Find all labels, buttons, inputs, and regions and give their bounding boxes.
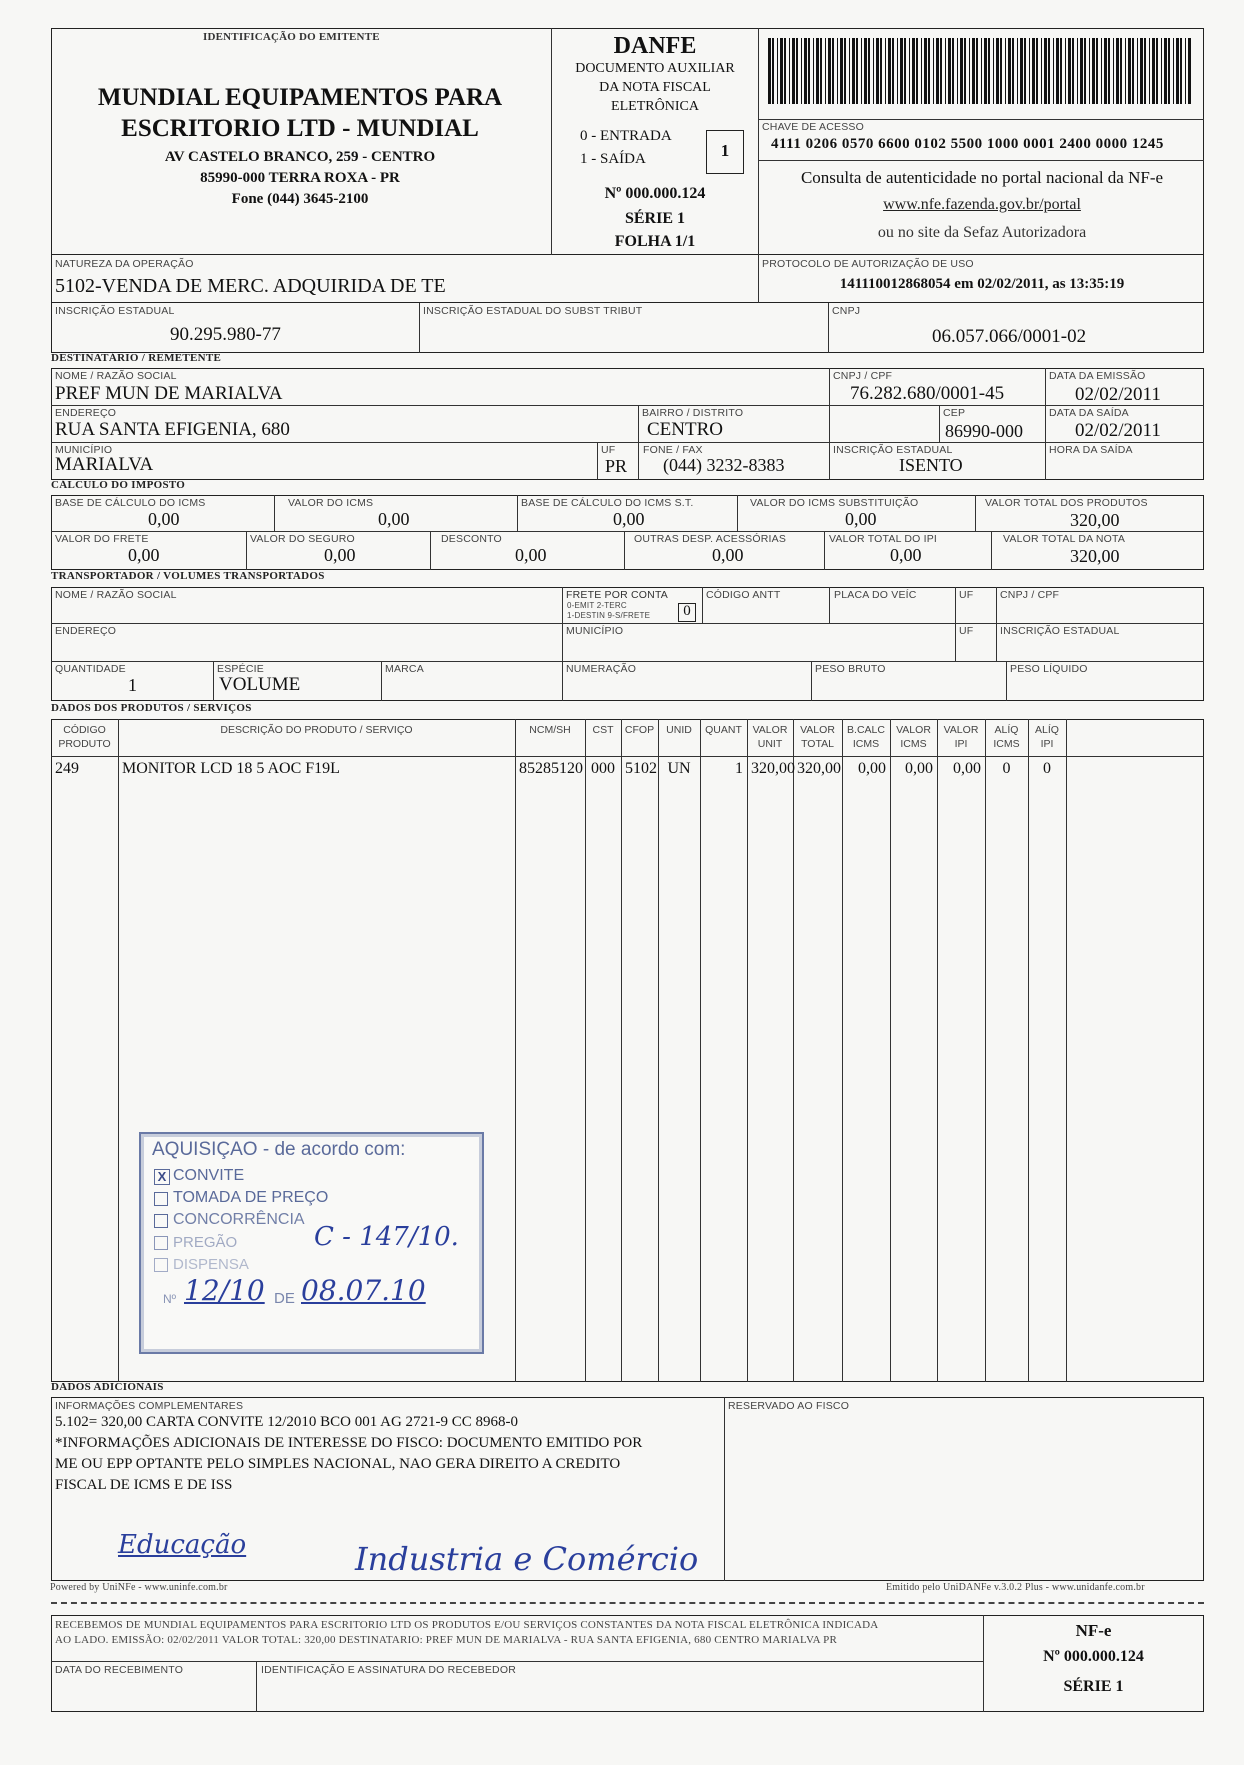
transp-nome-label: NOME / RAZÃO SOCIAL <box>55 589 177 601</box>
ie-value: 90.295.980-77 <box>170 324 281 345</box>
dest-nome: PREF MUN DE MARIALVA <box>55 383 283 404</box>
transp-uf-label: UF <box>959 589 974 601</box>
handwritten-number: 12/10 <box>184 1274 265 1307</box>
stamp-opt-concorrencia: CONCORRÊNCIA <box>173 1211 305 1228</box>
stamp-title: AQUISIÇAO - de acordo com: <box>152 1139 406 1160</box>
data-recebimento-label: DATA DO RECEBIMENTO <box>55 1664 184 1676</box>
info-line-1: 5.102= 320,00 CARTA CONVITE 12/2010 BCO 001 AG 2721-9 CC 8968-0 <box>55 1414 519 1430</box>
dest-emissao-label: DATA DA EMISSÃO <box>1049 370 1146 382</box>
powered-by: Powered by UniNFe - www.uninfe.com.br <box>50 1582 228 1593</box>
dest-fone-label: FONE / FAX <box>643 444 703 456</box>
danfe-saida: 1 - SAÍDA <box>580 151 646 167</box>
column-header: UNID <box>666 724 692 736</box>
dest-uf-label: UF <box>601 444 616 456</box>
v-nota: 320,00 <box>1070 546 1120 566</box>
info-line-3: ME OU EPP OPTANTE PELO SIMPLES NACIONAL, NAO GERA DIREITO A CREDITO <box>55 1456 621 1472</box>
table-cell: 1 <box>735 760 743 777</box>
bc-st-label: BASE DE CÁLCULO DO ICMS S.T. <box>521 497 694 509</box>
reservado-fisco-label: RESERVADO AO FISCO <box>728 1400 850 1412</box>
protocolo-label: PROTOCOLO DE AUTORIZAÇÃO DE USO <box>762 258 974 270</box>
protocolo-value: 141110012868054 em 02/02/2011, as 13:35:19 <box>839 276 1125 292</box>
qtd-label: QUANTIDADE <box>55 663 126 675</box>
danfe-serie: SÉRIE 1 <box>624 210 686 227</box>
emitente-address: AV CASTELO BRANCO, 259 - CENTRO <box>164 149 436 165</box>
danfe-title: DANFE <box>613 33 697 59</box>
desconto-label: DESCONTO <box>441 533 502 545</box>
emitente-name-2: ESCRITORIO LTD - MUNDIAL <box>121 115 479 142</box>
canhoto-text-2: AO LADO. EMISSÃO: 02/02/2011 VALOR TOTAL: 320,00 DESTINATARIO: PREF MUN DE MARIALVA - RUA SANTA EFIGENIA, 680 CENTRO MARIALVA PR <box>55 1634 838 1646</box>
column-header: CFOP <box>624 724 655 736</box>
frete-label: VALOR DO FRETE <box>55 533 149 545</box>
dest-hora-label: HORA DA SAÍDA <box>1049 444 1133 456</box>
destinatario-section-label: DESTINATÁRIO / REMETENTE <box>51 352 222 364</box>
danfe-folha: FOLHA 1/1 <box>614 233 696 250</box>
column-header: VALOR ICMS <box>896 724 931 750</box>
natureza-label: NATUREZA DA OPERAÇÃO <box>55 258 194 270</box>
table-cell: 0,00 <box>858 760 886 777</box>
dest-cnpj: 76.282.680/0001-45 <box>850 383 1005 404</box>
column-header: B.CALC ICMS <box>847 724 885 750</box>
v-prod: 320,00 <box>1070 510 1120 530</box>
dest-uf: PR <box>605 456 628 476</box>
emitente-phone: Fone (044) 3645-2100 <box>231 191 369 207</box>
dest-endereco: RUA SANTA EFIGENIA, 680 <box>55 419 290 440</box>
table-cell: MONITOR LCD 18 5 AOC F19L <box>122 760 340 777</box>
table-cell: 0,00 <box>953 760 981 777</box>
stamp-de: DE <box>274 1290 295 1307</box>
peso-bruto-label: PESO BRUTO <box>815 663 886 675</box>
table-cell: 0 <box>1043 760 1051 777</box>
ie-st-label: INSCRIÇÃO ESTADUAL DO SUBST TRIBUT <box>423 305 643 317</box>
antt-label: CÓDIGO ANTT <box>706 589 781 601</box>
produtos-section-label: DADOS DOS PRODUTOS / SERVIÇOS <box>51 702 252 714</box>
dest-cnpj-label: CNPJ / CPF <box>833 370 893 382</box>
table-cell: 320,00 <box>797 760 841 777</box>
consulta-line-3: ou no site da Sefaz Autorizadora <box>877 224 1087 241</box>
ipi: 0,00 <box>890 545 922 565</box>
v-st: 0,00 <box>845 509 877 529</box>
tomada-checkbox <box>154 1192 168 1206</box>
table-cell: 0,00 <box>905 760 933 777</box>
v-icms-label: VALOR DO ICMS <box>288 497 374 509</box>
marca-label: MARCA <box>385 663 424 675</box>
stamp-opt-tomada: TOMADA DE PREÇO <box>173 1189 329 1206</box>
pregao-checkbox <box>154 1236 168 1250</box>
transp-municipio-label: MUNICÍPIO <box>566 625 624 637</box>
dest-endereco-label: ENDEREÇO <box>55 407 117 419</box>
danfe-numero: Nº 000.000.124 <box>604 185 706 202</box>
dest-bairro: CENTRO <box>647 419 723 440</box>
desconto: 0,00 <box>515 545 547 565</box>
danfe-subtitle-2: DA NOTA FISCAL <box>599 80 711 95</box>
frete-opt-2: 1-DESTIN 9-S/FRETE <box>567 611 651 620</box>
v-nota-label: VALOR TOTAL DA NOTA <box>1003 533 1126 545</box>
frete-conta-label: FRETE POR CONTA <box>566 589 668 601</box>
bc-icms: 0,00 <box>148 509 180 529</box>
column-header: CÓDIGO PRODUTO <box>58 724 111 750</box>
dest-municipio-label: MUNICÍPIO <box>55 444 113 456</box>
column-header: VALOR IPI <box>943 724 979 750</box>
stamp-num-prefix: Nº <box>163 1292 177 1306</box>
danfe-entrada: 0 - ENTRADA <box>580 128 672 144</box>
seguro: 0,00 <box>324 545 356 565</box>
transporte-section-label: TRANSPORTADOR / VOLUMES TRANSPORTADOS <box>51 570 325 582</box>
column-header: QUANT <box>705 724 742 736</box>
table-cell: 320,00 <box>751 760 795 777</box>
v-st-label: VALOR DO ICMS SUBSTITUIÇÃO <box>750 497 919 509</box>
table-cell: 85285120 <box>519 760 583 777</box>
ie-label: INSCRIÇÃO ESTADUAL <box>55 305 175 317</box>
aquisicao-stamp <box>139 1132 484 1354</box>
canhoto-nfe: NF-e <box>1075 1621 1112 1640</box>
placa-label: PLACA DO VEÍC <box>834 589 917 601</box>
v-prod-label: VALOR TOTAL DOS PRODUTOS <box>985 497 1148 509</box>
qtd: 1 <box>128 675 137 695</box>
ipi-label: VALOR TOTAL DO IPI <box>829 533 938 545</box>
transp-ie-label: INSCRIÇÃO ESTADUAL <box>1000 625 1120 637</box>
consulta-line-1: Consulta de autenticidade no portal nacional da NF-e <box>800 168 1164 187</box>
transp-cnpj-label: CNPJ / CPF <box>1000 589 1060 601</box>
danfe-subtitle-1: DOCUMENTO AUXILIAR <box>575 61 735 76</box>
emitente-city: 85990-000 TERRA ROXA - PR <box>200 170 400 186</box>
info-line-4: FISCAL DE ICMS E DE ISS <box>55 1477 233 1493</box>
column-header: VALOR TOTAL <box>800 724 835 750</box>
table-cell: 249 <box>55 760 79 777</box>
emitido-por: Emitido pelo UniDANFe v.3.0.2 Plus - www.unidanfe.com.br <box>886 1582 1145 1593</box>
info-line-2: *INFORMAÇÕES ADICIONAIS DE INTERESSE DO FISCO: DOCUMENTO EMITIDO POR <box>55 1435 643 1451</box>
dest-saida: 02/02/2011 <box>1075 420 1161 441</box>
chave-value: 4111 0206 0570 6600 0102 5500 1000 0001 2400 0000 1245 <box>771 136 1164 152</box>
dest-ie: ISENTO <box>899 455 963 475</box>
peso-liquido-label: PESO LÍQUIDO <box>1010 663 1088 675</box>
dest-emissao: 02/02/2011 <box>1075 384 1161 405</box>
table-cell: 5102 <box>625 760 657 777</box>
danfe-tipo: 1 <box>720 141 730 160</box>
v-icms: 0,00 <box>378 509 410 529</box>
dest-municipio: MARIALVA <box>55 454 154 475</box>
column-header: ALÍQ IPI <box>1035 724 1059 750</box>
info-compl-label: INFORMAÇÕES COMPLEMENTARES <box>55 1400 244 1412</box>
emitente-section-label: IDENTIFICAÇÃO DO EMITENTE <box>203 31 380 43</box>
barcode-image <box>768 38 1196 104</box>
frete-value: 0 <box>683 603 691 619</box>
concorrencia-checkbox <box>154 1214 168 1228</box>
outras: 0,00 <box>712 545 744 565</box>
stamp-opt-pregao: PREGÃO <box>173 1234 238 1251</box>
frete-opt-1: 0-EMIT 2-TERC <box>567 601 627 610</box>
dest-nome-label: NOME / RAZÃO SOCIAL <box>55 370 177 382</box>
bc-st: 0,00 <box>613 509 645 529</box>
stamp-opt-convite: CONVITE <box>173 1167 245 1184</box>
table-cell: UN <box>667 760 691 777</box>
bc-icms-label: BASE DE CÁLCULO DO ICMS <box>55 497 206 509</box>
column-header: CST <box>592 724 614 736</box>
convite-checkbox: X <box>154 1169 170 1185</box>
handwritten-industria: Industria e Comércio <box>355 1540 699 1578</box>
imposto-section-label: CÁLCULO DO IMPOSTO <box>51 479 186 491</box>
stamp-opt-dispensa: DISPENSA <box>173 1256 249 1273</box>
cnpj-label: CNPJ <box>832 305 861 317</box>
handwritten-educacao: Educação <box>118 1530 247 1560</box>
dest-fone: (044) 3232-8383 <box>663 455 785 475</box>
column-header: VALOR UNIT <box>752 724 788 750</box>
dest-saida-label: DATA DA SAÍDA <box>1049 407 1129 419</box>
frete: 0,00 <box>128 545 160 565</box>
adicionais-section-label: DADOS ADICIONAIS <box>51 1381 164 1393</box>
especie-label: ESPÉCIE <box>217 663 264 675</box>
seguro-label: VALOR DO SEGURO <box>250 533 355 545</box>
danfe-subtitle-3: ELETRÔNICA <box>611 99 699 114</box>
dest-ie-label: INSCRIÇÃO ESTADUAL <box>833 444 953 456</box>
handwritten-date: 08.07.10 <box>301 1274 426 1307</box>
table-cell: 000 <box>591 760 615 777</box>
consulta-portal-link[interactable]: www.nfe.fazenda.gov.br/portal <box>883 196 1081 213</box>
dispensa-checkbox <box>154 1258 168 1272</box>
column-header: ALÍQ ICMS <box>993 724 1020 750</box>
natureza-value: 5102-VENDA DE MERC. ADQUIRIDA DE TE <box>55 275 446 297</box>
cut-line <box>51 1602 1204 1604</box>
canhoto-text-1: RECEBEMOS DE MUNDIAL EQUIPAMENTOS PARA ESCRITORIO LTD OS PRODUTOS E/OU SERVIÇOS CONSTANTES DA NOTA FISCAL ELETRÔNICA INDICADA <box>55 1619 879 1631</box>
dest-cep-label: CEP <box>943 407 966 419</box>
numeracao-label: NUMERAÇÃO <box>566 663 637 675</box>
cnpj-value: 06.057.066/0001-02 <box>932 326 1087 347</box>
column-header: DESCRIÇÃO DO PRODUTO / SERVIÇO <box>220 724 413 736</box>
canhoto-numero: Nº 000.000.124 <box>1043 1648 1144 1665</box>
transp-uf2-label: UF <box>959 625 974 637</box>
assinatura-label: IDENTIFICAÇÃO E ASSINATURA DO RECEBEDOR <box>261 1664 516 1676</box>
especie: VOLUME <box>219 674 301 695</box>
handwritten-code: C - 147/10. <box>314 1222 459 1252</box>
dest-cep: 86990-000 <box>945 421 1023 441</box>
transp-endereco-label: ENDEREÇO <box>55 625 117 637</box>
emitente-name-1: MUNDIAL EQUIPAMENTOS PARA <box>97 84 503 111</box>
table-cell: 0 <box>1002 760 1011 777</box>
outras-label: OUTRAS DESP. ACESSÓRIAS <box>634 533 787 545</box>
chave-label: CHAVE DE ACESSO <box>762 121 865 133</box>
column-header: NCM/SH <box>529 724 571 736</box>
dest-bairro-label: BAIRRO / DISTRITO <box>642 407 744 419</box>
canhoto-serie: SÉRIE 1 <box>1063 1678 1124 1695</box>
